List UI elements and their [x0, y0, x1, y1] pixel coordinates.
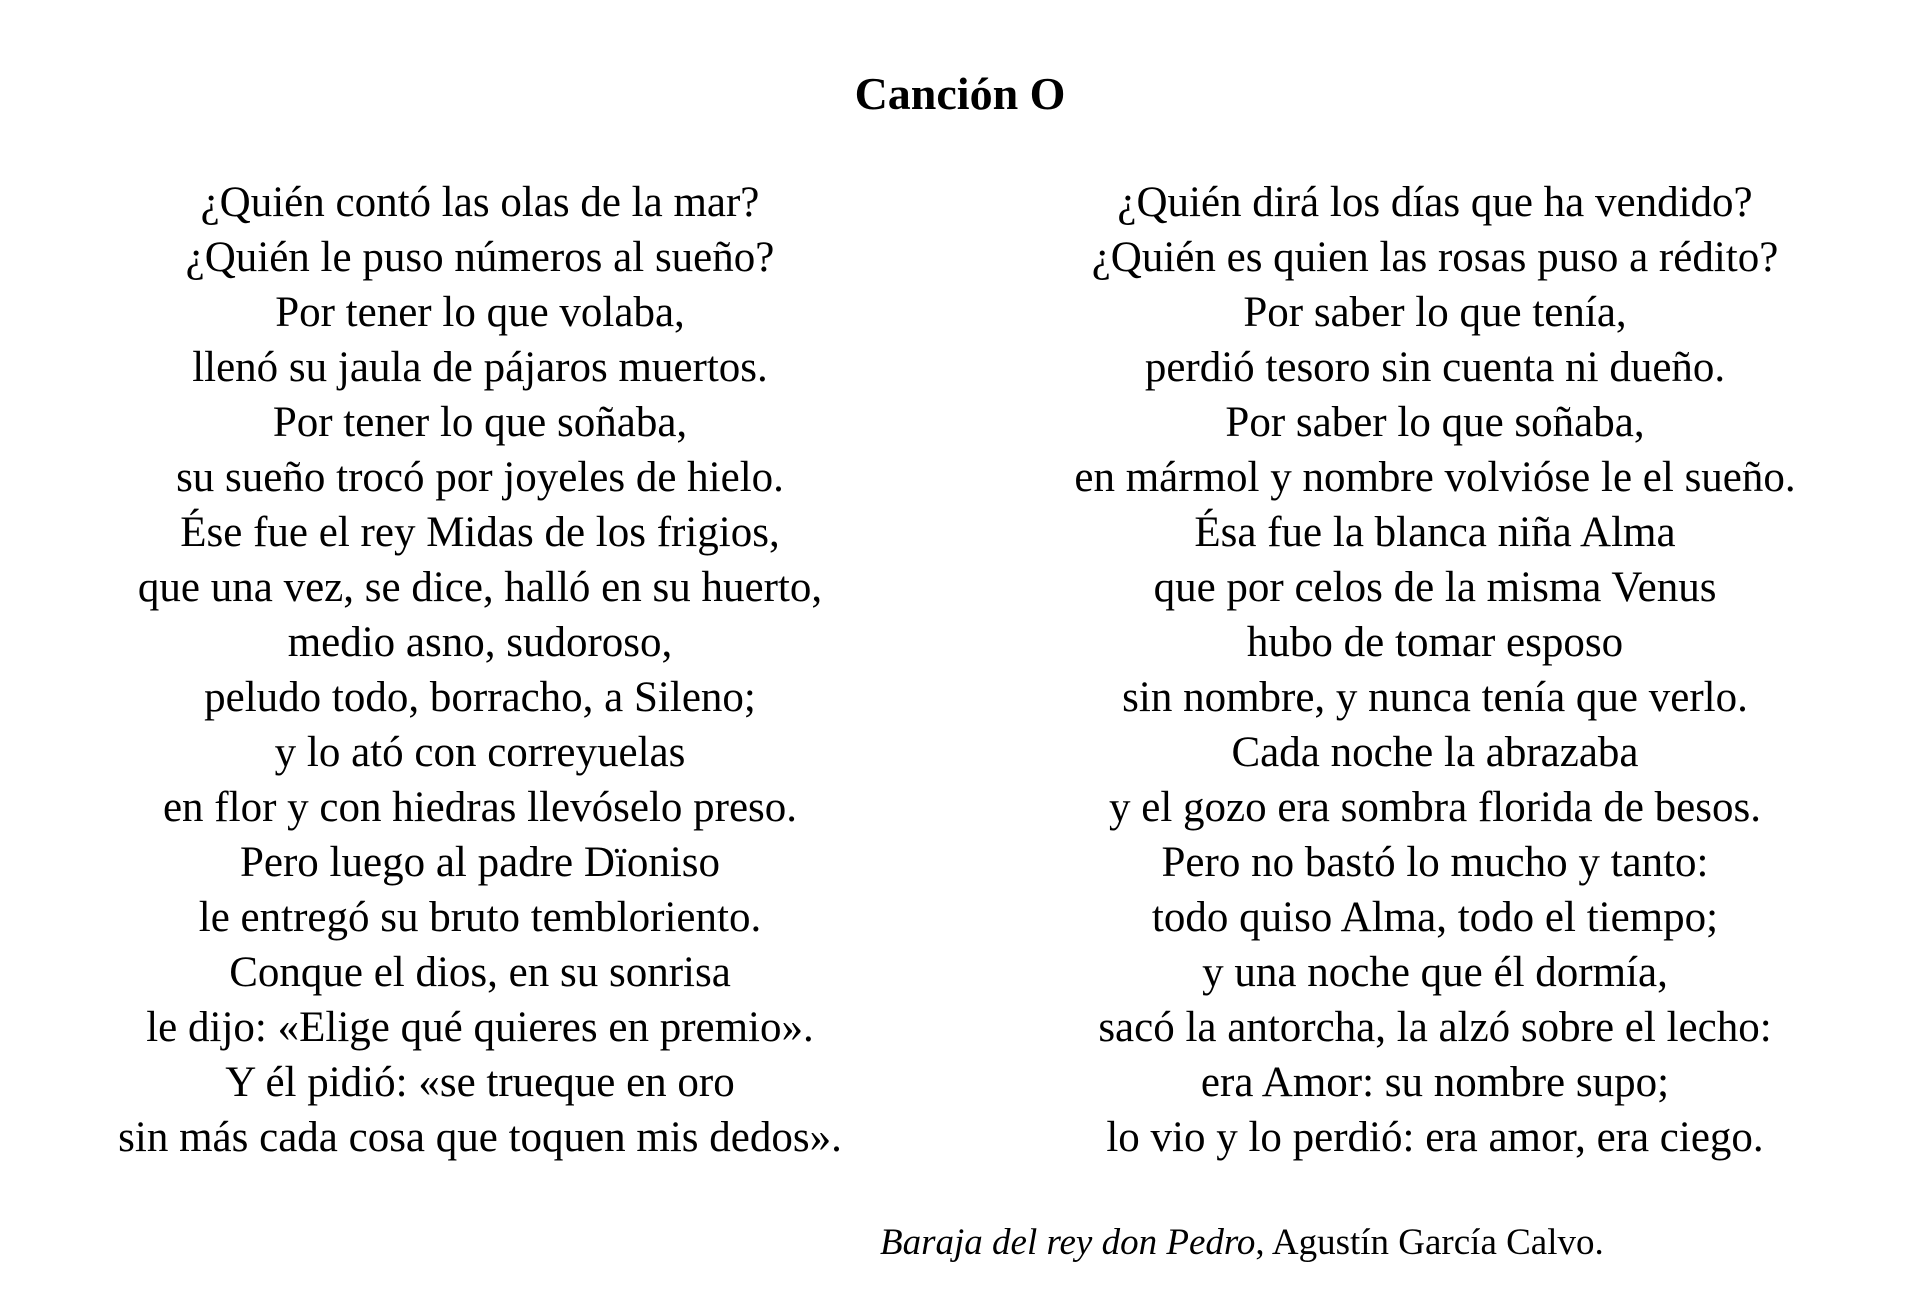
verse-line: lo vio y lo perdió: era amor, era ciego.: [1106, 1114, 1764, 1161]
author-name: , Agustín García Calvo.: [1255, 1222, 1604, 1263]
verse-line: Ésa fue la blanca niña Alma: [1194, 509, 1676, 556]
verse-line: le dijo: «Elige qué quieres en premio».: [146, 1004, 814, 1051]
verse-line: Y él pidió: «se trueque en oro: [225, 1059, 735, 1106]
verse-line: peludo todo, borracho, a Sileno;: [204, 674, 756, 721]
verse-line: Por tener lo que soñaba,: [272, 399, 688, 446]
verse-line: ¿Quién contó las olas de la mar?: [200, 179, 760, 226]
verse-line: sin nombre, y nunca tenía que verlo.: [1122, 674, 1748, 721]
verse-line: su sueño trocó por joyeles de hielo.: [176, 454, 784, 501]
right-stanza: [995, 175, 1875, 1165]
source-citation: [880, 1218, 1820, 1268]
verse-line: Pero no bastó lo mucho y tanto:: [1161, 839, 1709, 886]
verse-line: le entregó su bruto tembloriento.: [198, 894, 762, 941]
verse-line: era Amor: su nombre supo;: [1200, 1059, 1670, 1106]
verse-line: sacó la antorcha, la alzó sobre el lecho:: [1098, 1004, 1772, 1051]
left-stanza: [40, 175, 920, 1165]
verse-line: llenó su jaula de pájaros muertos.: [192, 344, 768, 391]
verse-line: ¿Quién le puso números al sueño?: [185, 234, 775, 281]
verse-line: en flor y con hiedras llevóselo preso.: [162, 784, 798, 831]
verse-line: perdió tesoro sin cuenta ni dueño.: [1144, 344, 1726, 391]
verse-line: que una vez, se dice, halló en su huerto,: [137, 564, 823, 611]
book-title: Baraja del rey don Pedro: [880, 1222, 1256, 1263]
verse-line: y el gozo era sombra florida de besos.: [1109, 784, 1761, 831]
verse-line: medio asno, sudoroso,: [287, 619, 673, 666]
verse-line: Conque el dios, en su sonrisa: [229, 949, 731, 996]
verse-line: que por celos de la misma Venus: [1153, 564, 1717, 611]
verse-line: Cada noche la abrazaba: [1231, 729, 1639, 776]
verse-line: sin más cada cosa que toquen mis dedos».: [118, 1114, 842, 1161]
verse-line: Pero luego al padre Dïoniso: [239, 839, 721, 886]
verse-line: ¿Quién dirá los días que ha vendido?: [1117, 179, 1753, 226]
verse-line: Por saber lo que soñaba,: [1225, 399, 1645, 446]
verse-line: y una noche que él dormía,: [1202, 949, 1668, 996]
verse-line: hubo de tomar esposo: [1246, 619, 1624, 666]
verse-line: todo quiso Alma, todo el tiempo;: [1151, 894, 1719, 941]
verse-line: Por tener lo que volaba,: [275, 289, 685, 336]
verse-line: ¿Quién es quien las rosas puso a rédito?: [1091, 234, 1779, 281]
verse-line: Ése fue el rey Midas de los frigios,: [180, 509, 780, 556]
verse-line: y lo ató con correyuelas: [274, 729, 686, 776]
verse-line: en mármol y nombre volvióse le el sueño.: [1074, 454, 1796, 501]
poem-title: Canción O: [854, 68, 1066, 119]
verse-line: Por saber lo que tenía,: [1243, 289, 1627, 336]
